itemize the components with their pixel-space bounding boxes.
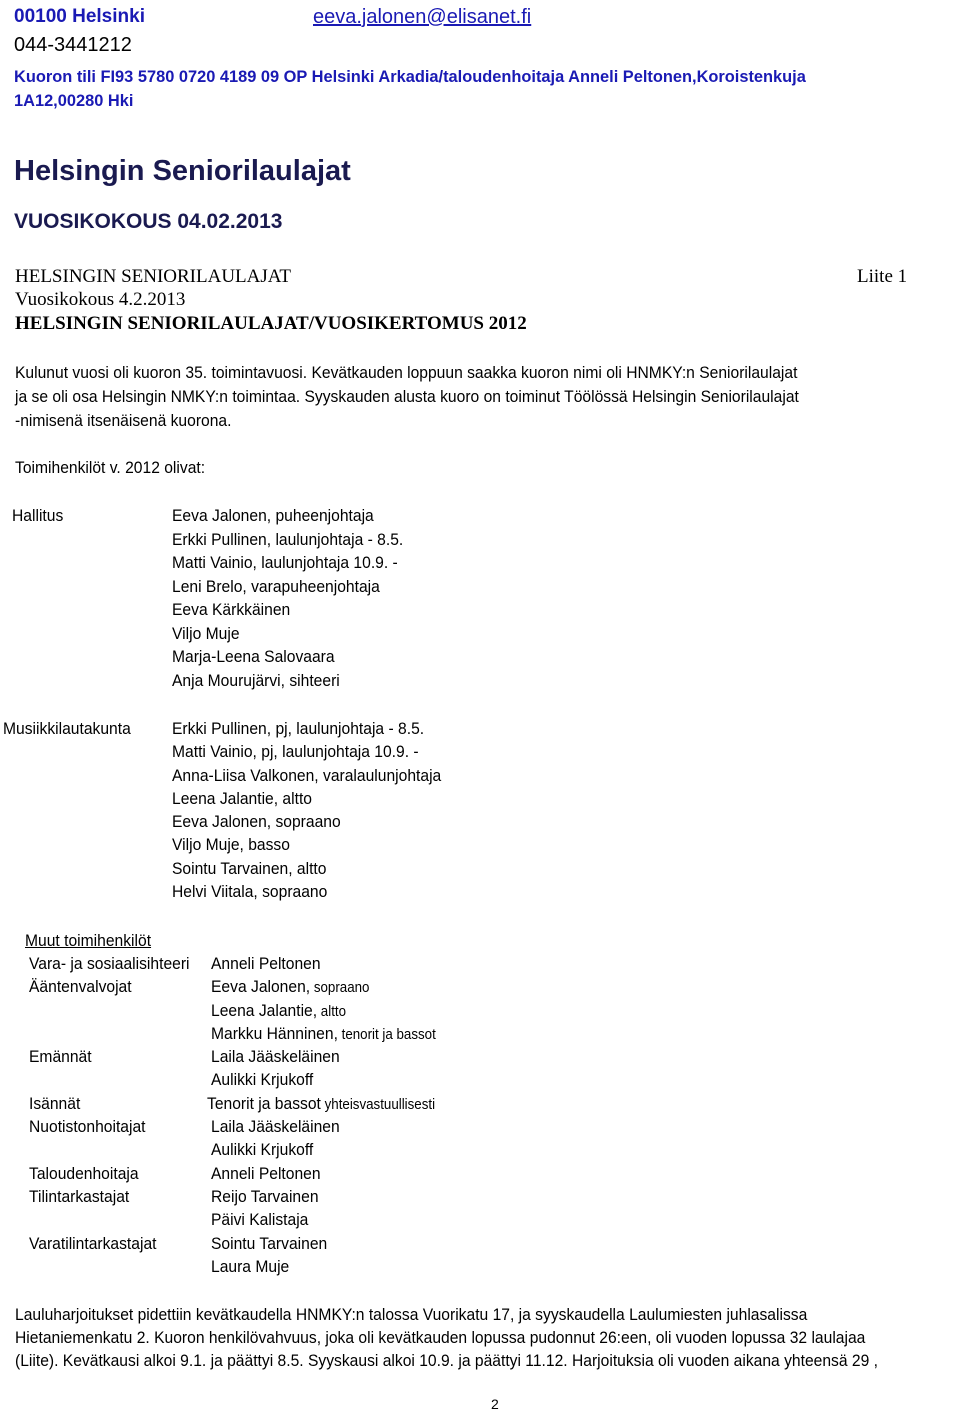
committee-member: Erkki Pullinen, pj, laulunjohtaja - 8.5. [172,719,425,738]
committee-member: Sointu Tarvainen, altto [172,858,327,878]
official-name: Laila Jääskeläinen [211,1047,340,1067]
email-link[interactable]: eeva.jalonen@elisanet.fi [313,6,532,28]
officials-heading: Toimihenkilöt v. 2012 olivat: [15,458,206,477]
board-member: Eeva Jalonen, puheenjohtaja [172,506,374,525]
official-name: Reijo Tarvainen [211,1186,319,1206]
board-member: Leni Brelo, varapuheenjohtaja [172,576,380,596]
closing-line-3: (Liite). Kevätkausi alkoi 9.1. ja päättyi 8.5. Syyskausi alkoi 10.9. ja päättyi 11.12. Harjoituksia oli vuoden aikana yhteensä 29 , [15,1351,879,1370]
official-name-cell [211,1234,327,1254]
board-member: Anja Mourujärvi, sihteeri [172,670,340,690]
official-role: Vara- ja sosiaalisihteeri [29,954,190,973]
music-committee-list [172,719,465,905]
official-name: Laura Muje [211,1256,290,1276]
official-name-cell [211,1164,321,1184]
intro-line-1: Kulunut vuosi oli kuoron 35. toimintavuosi. Kevätkauden loppuun saakka kuoron nimi oli HNMKY:n Seniorilaulajat [15,363,798,382]
other-officials-heading: Muut toimihenkilöt [25,931,152,950]
page-number: 2 [491,1396,499,1412]
official-name-cell [211,954,321,974]
account-line-1: Kuoron tili FI93 5780 0720 4189 09 OP Helsinki Arkadia/taloudenhoitaja Anneli Peltonen,Koroistenkuja [14,68,806,86]
official-role: Taloudenhoitaja [29,1163,139,1183]
committee-member: Matti Vainio, pj, laulunjohtaja 10.9. - [172,742,419,762]
committee-member: Leena Jalantie, altto [172,788,312,808]
org-caps: HELSINGIN SENIORILAULAJAT [15,266,292,287]
official-role: Nuotistonhoitajat [29,1117,146,1137]
official-name: Anneli Peltonen [211,1163,321,1183]
board-member: Matti Vainio, laulunjohtaja 10.9. - [172,553,398,572]
meeting-title: VUOSIKOKOUS 04.02.2013 [14,210,283,233]
attachment-label: Liite 1 [857,266,908,287]
official-role: Varatilintarkastajat [29,1233,157,1253]
official-role: Emännät [29,1047,92,1067]
official-name: Anneli Peltonen [211,954,321,973]
board-label: Hallitus [12,506,64,525]
official-name-cell [211,1047,340,1067]
address-line: 00100 Helsinki [14,6,145,27]
official-name: Laila Jääskeläinen [211,1117,340,1137]
official-role: Tilintarkastajat [29,1186,130,1206]
official-name: Aulikki Krjukoff [211,1140,314,1160]
committee-member: Eeva Jalonen, sopraano [172,812,341,832]
official-name: Leena Jalantie, [211,1000,318,1020]
meeting-date: Vuosikokous 4.2.2013 [15,289,186,310]
official-note: altto [317,1003,347,1020]
official-note: tenorit ja bassot [337,1026,436,1043]
official-name-cell [211,1117,340,1137]
official-name-cell [211,1187,319,1207]
report-title: HELSINGIN SENIORILAULAJAT/VUOSIKERTOMUS 2012 [15,313,527,334]
committee-member: Viljo Muje, basso [172,835,290,855]
official-name-cell [211,1140,313,1160]
board-member: Viljo Muje [172,623,240,643]
official-name: Sointu Tarvainen [211,1233,328,1253]
official-name: Aulikki Krjukoff [211,1070,314,1090]
official-name-cell [211,1257,289,1277]
official-name: Eeva Jalonen, [211,977,311,997]
official-name: Markku Hänninen, [211,1023,338,1043]
intro-line-2: ja se oli osa Helsingin NMKY:n toimintaa. Syyskauden alusta kuoro on toiminut Töölössä Helsingin Seniorilaulajat [15,387,799,406]
intro-line-3: -nimisenä itsenäisenä kuorona. [15,411,232,430]
official-name: Päivi Kalistaja [211,1210,309,1230]
closing-line-1: Lauluharjoitukset pidettiin kevätkaudella HNMKY:n talossa Vuorikatu 17, ja syyskaudella Laulumiesten juhlasalissa [15,1305,808,1324]
closing-line-2: Hietaniemenkatu 2. Kuoron henkilövahvuus, joka oli kevätkauden lopussa pudonnut 26:een, oli vuoden lopussa 32 laulajaa [15,1328,866,1347]
board-member: Eeva Kärkkäinen [172,600,291,619]
official-name-cell [211,1210,308,1230]
official-name-cell [211,1070,313,1090]
org-title: Helsingin Seniorilaulajat [14,155,351,187]
committee-member: Helvi Viitala, sopraano [172,882,328,902]
board-member: Erkki Pullinen, laulunjohtaja - 8.5. [172,529,404,549]
official-name: Tenorit ja bassot [207,1093,321,1113]
official-note: yhteisvastuullisesti [320,1096,436,1113]
official-role: Ääntenvalvojat [29,977,132,997]
committee-member: Anna-Liisa Valkonen, varalaulunjohtaja [172,765,442,785]
official-note: sopraano [310,980,370,997]
phone-number: 044-3441212 [14,34,132,56]
account-line-2: 1A12,00280 Hki [14,92,134,110]
board-members-list [172,506,423,694]
board-member: Marja-Leena Salovaara [172,647,335,666]
official-role: Isännät [29,1093,81,1113]
official-name-cell [211,1024,436,1044]
official-name-cell [207,1094,435,1114]
official-name-cell [211,1001,346,1021]
music-committee-label: Musiikkilautakunta [3,719,131,738]
official-name-cell [211,977,369,997]
